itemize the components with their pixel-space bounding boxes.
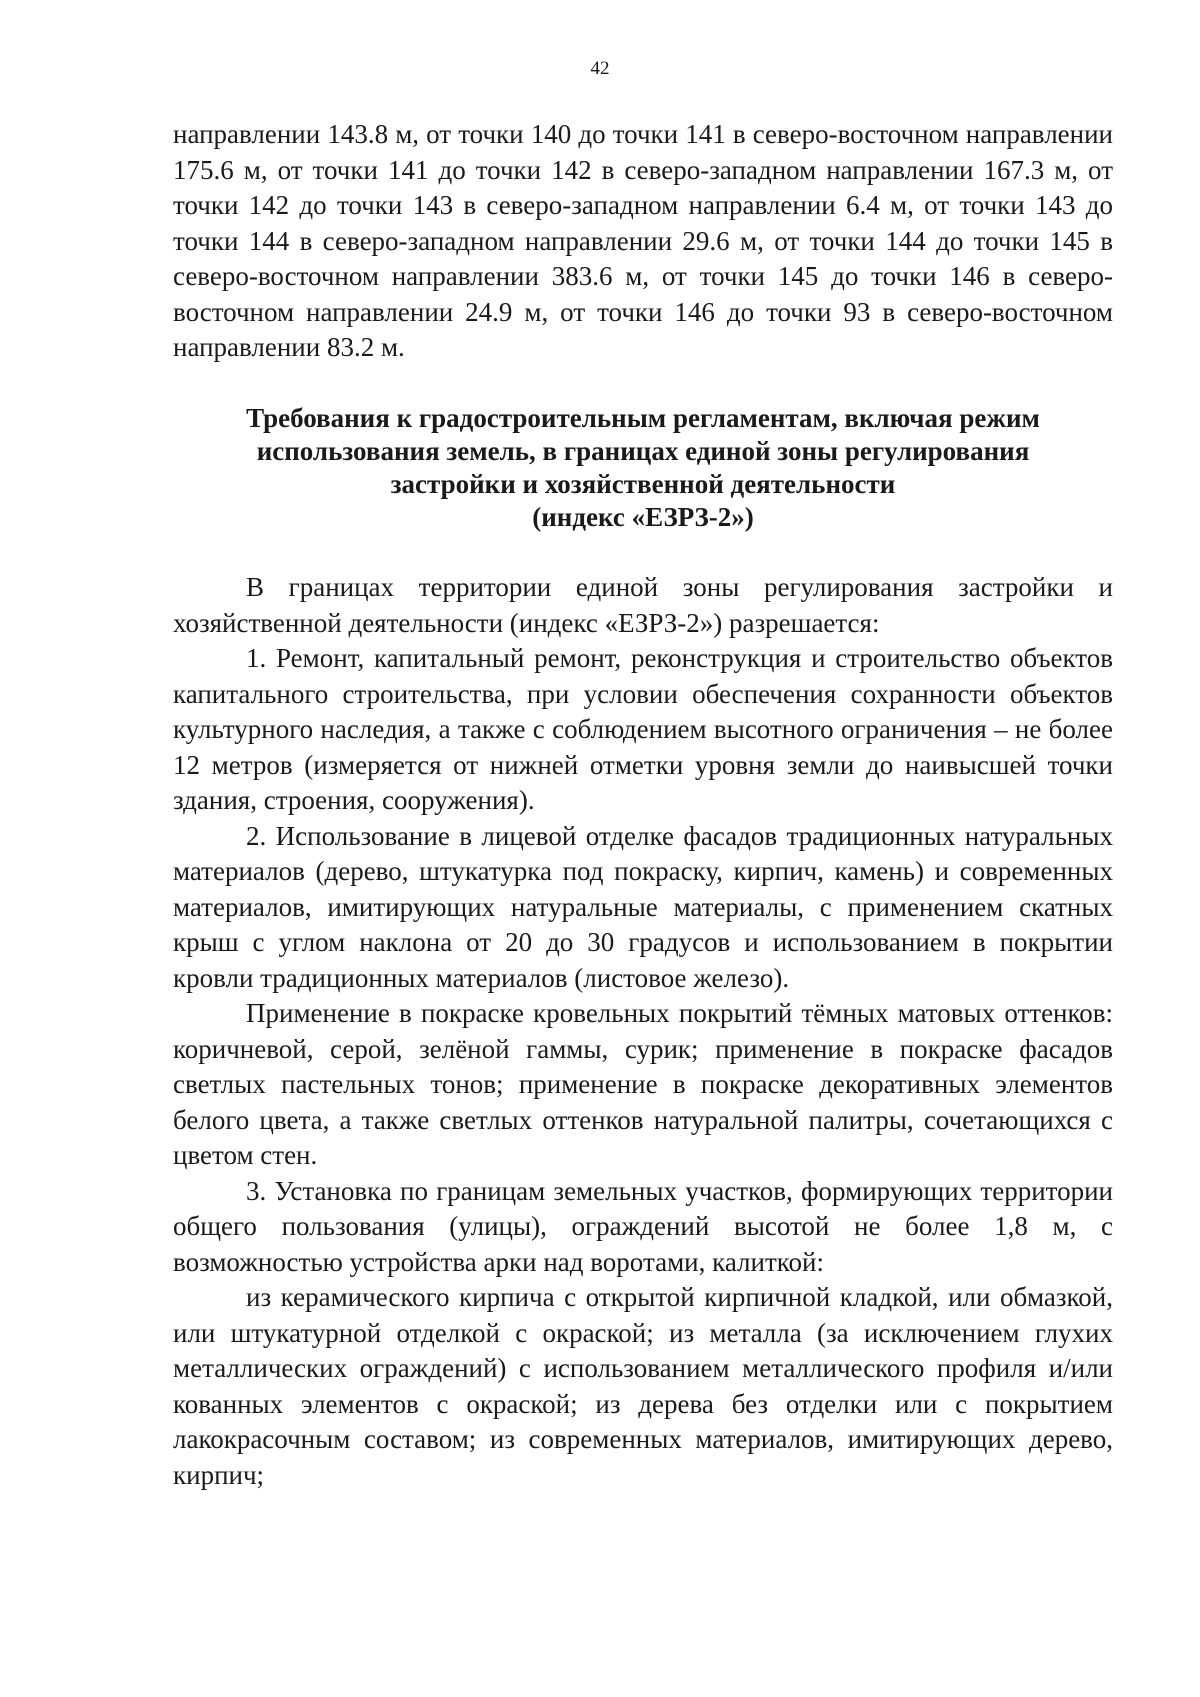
paragraph-item-1: 1. Ремонт, капитальный ремонт, реконструкция и строительство объектов капитального строительства, при условии обеспечения сохранности объектов культурного наследия, а также с соблюдением высотного ограничения – не более 12 метров (измеряется от нижней отметки уровня земли до наивысшей точки здания, строения, сооружения). <box>173 643 1113 815</box>
intro-section <box>173 117 1113 366</box>
heading-line-4: (индекс «ЕЗРЗ-2») <box>532 502 754 532</box>
paragraph-item-3: 3. Установка по границам земельных участков, формирующих территории общего пользования (улицы), ограждений высотой не более 1,8 м, с возможностью устройства арки над воротами, калиткой: <box>173 1175 1113 1277</box>
paragraph-item-3-materials: из керамического кирпича с открытой кирпичной кладкой, или обмазкой, или штукатурной отделкой с окраской; из металла (за исключением глухих металлических ограждений) с использованием металлического профиля и/или кованных элементов с окраской; из дерева без отделки или с покрытием лакокрасочным составом; из современных материалов, имитирующих дерево, кирпич; <box>173 1282 1113 1490</box>
page-number: 42 <box>590 58 610 79</box>
intro-paragraph: направлении 143.8 м, от точки 140 до точки 141 в северо-восточном направлении 175.6 м, от точки 141 до точки 142 в северо-западном направлении 167.3 м, от точки 142 до точки 143 в северо-западном направлении 6.4 м, от точки 143 до точки 144 в северо-западном направлении 29.6 м, от точки 144 до точки 145 в северо-восточном направлении 383.6 м, от точки 145 до точки 146 в северо-восточном направлении 24.9 м, от точки 146 до точки 93 в северо-восточном направлении 83.2 м. <box>173 119 1113 362</box>
heading-line-1: Требования к градостроительным регламентам, включая режим <box>246 403 1040 433</box>
body-section <box>173 570 1113 1493</box>
section-heading <box>173 402 1113 534</box>
heading-line-2: использования земель, в границах единой зоны регулирования <box>256 436 1030 466</box>
heading-line-3: застройки и хозяйственной деятельности <box>390 469 896 499</box>
paragraph-item-2-colors: Применение в покраске кровельных покрытий тёмных матовых оттенков: коричневой, серой, зелёной гаммы, сурик; применение в покраске фасадов светлых пастельных тонов; применение в покраске декоративных элементов белого цвета, а также светлых оттенков натуральной палитры, сочетающихся с цветом стен. <box>173 998 1113 1170</box>
paragraph-item-2: 2. Использование в лицевой отделке фасадов традиционных натуральных материалов (дерево, штукатурка под покраску, кирпич, камень) и современных материалов, имитирующих натуральные материалы, с применением скатных крыш с углом наклона от 20 до 30 градусов и использованием в покрытии кровли традиционных материалов (листовое железо). <box>173 820 1113 993</box>
paragraph-allowed-intro: В границах территории единой зоны регулирования застройки и хозяйственной деятельности (индекс «ЕЗРЗ-2») разрешается: <box>173 572 1113 638</box>
